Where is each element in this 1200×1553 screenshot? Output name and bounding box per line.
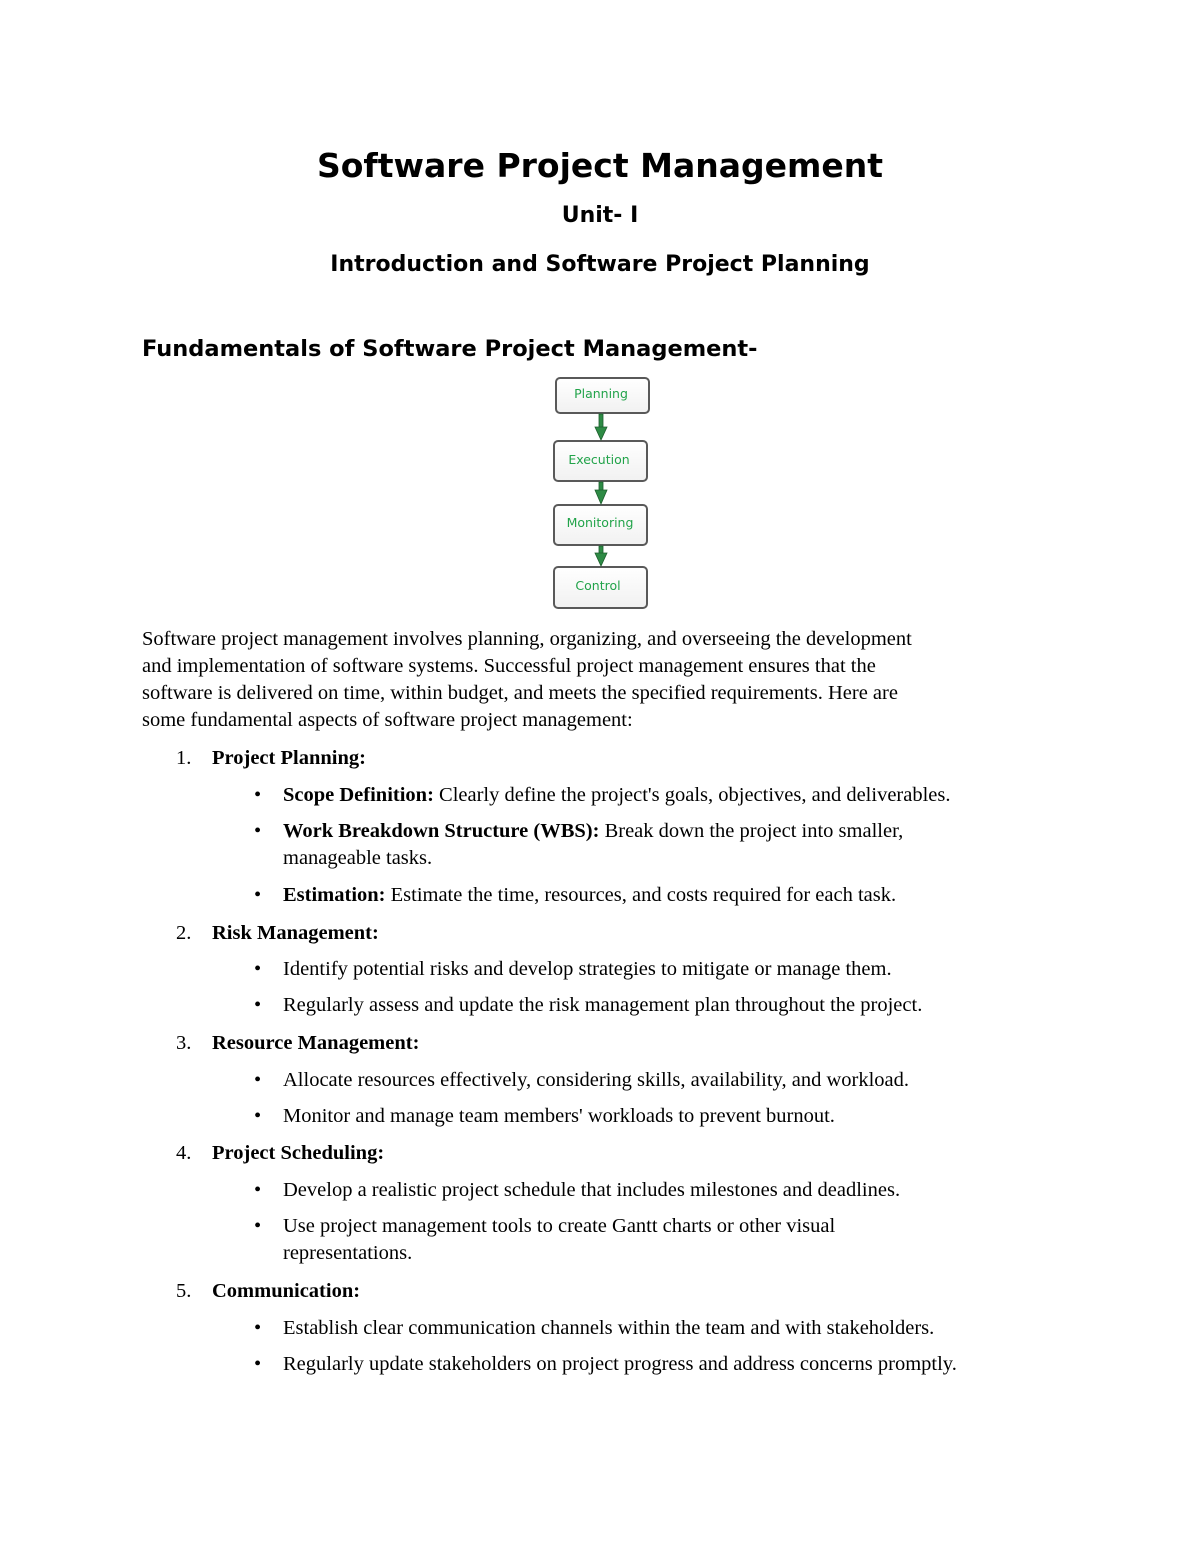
list-number: 2. [176, 922, 192, 944]
unit-label: Unit- I [561, 203, 639, 228]
bullet-icon: • [254, 958, 262, 980]
list-heading: Project Planning: [212, 747, 366, 769]
bullet-icon: • [254, 820, 262, 842]
list-bullet: Develop a realistic project schedule that includes milestones and deadlines. [283, 1179, 901, 1201]
flow-step-control [554, 567, 647, 608]
flow-arrow [595, 482, 607, 504]
intro-paragraph-line: and implementation of software systems. Successful project management ensures that the [142, 655, 876, 677]
list-bullet: Regularly update stakeholders on project progress and address concerns promptly. [283, 1353, 957, 1375]
list-bullet-continuation: manageable tasks. [283, 847, 433, 869]
flow-step-planning [556, 378, 649, 413]
list-number: 1. [176, 747, 192, 769]
intro-paragraph-line: some fundamental aspects of software project management: [142, 709, 633, 731]
list-bullet: Estimation: Estimate the time, resources, and costs required for each task. [283, 884, 897, 906]
bullet-icon: • [254, 1215, 262, 1237]
document-subtitle: Introduction and Software Project Planning [330, 252, 870, 277]
intro-paragraph-line: Software project management involves planning, organizing, and overseeing the development [142, 628, 912, 650]
bullet-icon: • [254, 884, 262, 906]
bullet-icon: • [254, 1069, 262, 1091]
flow-step-label: Planning [574, 386, 628, 401]
list-bullet: Monitor and manage team members' workloads to prevent burnout. [283, 1105, 835, 1127]
list-bullet: Use project management tools to create Gantt charts or other visual [283, 1215, 836, 1237]
intro-paragraph-line: software is delivered on time, within budget, and meets the specified requirements. Here are [142, 682, 898, 704]
list-bullet: Establish clear communication channels within the team and with stakeholders. [283, 1317, 935, 1339]
bullet-icon: • [254, 1317, 262, 1339]
list-heading: Communication: [212, 1280, 361, 1302]
bullet-icon: • [254, 994, 262, 1016]
flow-arrow [595, 546, 607, 566]
list-heading: Resource Management: [212, 1032, 420, 1054]
list-heading: Project Scheduling: [212, 1142, 385, 1164]
list-number: 5. [176, 1280, 192, 1302]
bullet-icon: • [254, 1353, 262, 1375]
flow-step-monitoring [554, 505, 647, 545]
bullet-icon: • [254, 1105, 262, 1127]
section-heading: Fundamentals of Software Project Management- [142, 336, 758, 362]
flow-step-execution [554, 441, 647, 481]
flow-step-label: Control [575, 578, 621, 593]
list-bullet: Work Breakdown Structure (WBS): Break down the project into smaller, [283, 820, 904, 842]
list-bullet-continuation: representations. [283, 1242, 413, 1264]
flow-step-label: Monitoring [566, 515, 634, 530]
list-number: 3. [176, 1032, 192, 1054]
list-number: 4. [176, 1142, 192, 1164]
list-bullet: Scope Definition: Clearly define the project's goals, objectives, and deliverables. [283, 784, 951, 806]
list-bullet: Identify potential risks and develop strategies to mitigate or manage them. [283, 958, 892, 980]
document-title: Software Project Management [316, 146, 884, 185]
list-heading: Risk Management: [212, 922, 379, 944]
flow-step-label: Execution [568, 452, 630, 467]
bullet-icon: • [254, 1179, 262, 1201]
bullet-icon: • [254, 784, 262, 806]
flow-arrow [595, 414, 607, 440]
list-bullet: Regularly assess and update the risk management plan throughout the project. [283, 994, 923, 1016]
list-bullet: Allocate resources effectively, considering skills, availability, and workload. [283, 1069, 910, 1091]
process-flowchart [540, 372, 665, 617]
